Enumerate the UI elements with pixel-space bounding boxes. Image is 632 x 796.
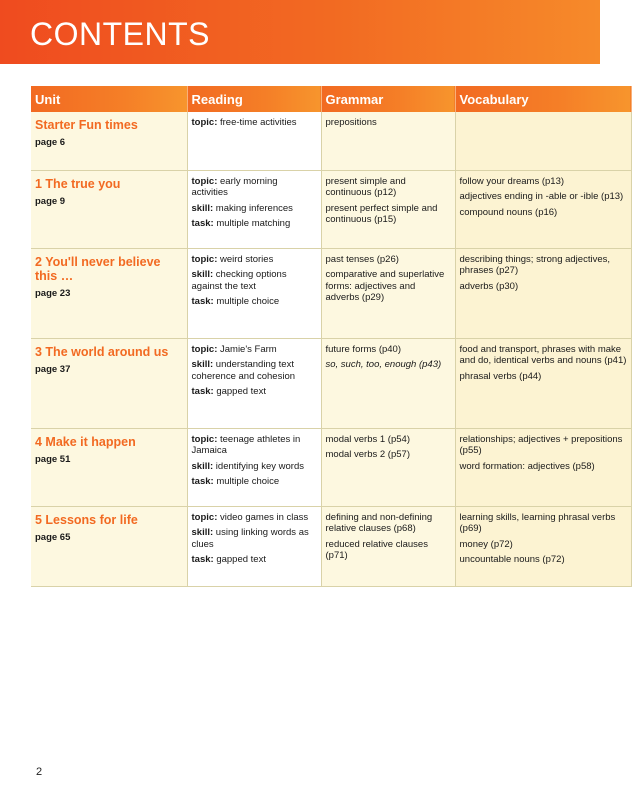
unit-cell bbox=[31, 428, 187, 506]
grammar-item: reduced relative clauses (p71) bbox=[325, 538, 428, 561]
vocabulary-item: money (p72) bbox=[459, 538, 513, 550]
reading-cell bbox=[187, 170, 321, 248]
unit-cell bbox=[31, 248, 187, 338]
vocabulary-item: food and transport, phrases with make and do, identical verbs and nouns (p41) bbox=[459, 343, 627, 366]
vocabulary-item: adverbs (p30) bbox=[459, 280, 519, 292]
vocabulary-cell bbox=[455, 338, 631, 428]
reading-task: task: gapped text bbox=[191, 554, 266, 565]
grammar-item: future forms (p40) bbox=[325, 343, 401, 355]
table-row bbox=[31, 338, 631, 428]
vocabulary-item: relationships; adjectives + prepositions (p55) bbox=[459, 433, 623, 456]
unit-title: 2 You'll never believe this … bbox=[35, 254, 161, 283]
reading-cell bbox=[187, 248, 321, 338]
reading-skill: skill: making inferences bbox=[191, 202, 293, 214]
table-row bbox=[31, 428, 631, 506]
reading-cell bbox=[187, 112, 321, 170]
vocabulary-item: describing things; strong adjectives, phrases (p27) bbox=[459, 253, 610, 276]
unit-title: Starter Fun times bbox=[35, 118, 138, 132]
vocabulary-item: uncountable nouns (p72) bbox=[459, 554, 565, 565]
reading-topic: topic: early morning activities bbox=[191, 175, 278, 198]
vocabulary-item: compound nouns (p16) bbox=[459, 206, 558, 218]
header-vocabulary: Vocabulary bbox=[455, 86, 631, 112]
vocabulary-item: phrasal verbs (p44) bbox=[459, 370, 542, 382]
unit-page: page 23 bbox=[35, 287, 71, 299]
reading-task: task: multiple choice bbox=[191, 296, 280, 307]
contents-table bbox=[31, 86, 632, 587]
header-reading: Reading bbox=[187, 86, 321, 112]
unit-cell bbox=[31, 112, 187, 170]
grammar-item: present simple and continuous (p12) bbox=[325, 175, 406, 198]
vocabulary-cell bbox=[455, 506, 631, 586]
grammar-item: modal verbs 1 (p54) bbox=[325, 433, 410, 445]
vocabulary-cell bbox=[455, 112, 631, 170]
vocabulary-cell bbox=[455, 428, 631, 506]
reading-cell bbox=[187, 338, 321, 428]
reading-task: task: gapped text bbox=[191, 386, 266, 397]
header-grammar: Grammar bbox=[321, 86, 455, 112]
unit-title: 3 The world around us bbox=[35, 344, 169, 359]
unit-title: 5 Lessons for life bbox=[35, 512, 138, 527]
grammar-item: past tenses (p26) bbox=[325, 253, 399, 265]
header-unit: Unit bbox=[31, 86, 187, 112]
unit-page: page 9 bbox=[35, 195, 66, 207]
unit-title: 1 The true you bbox=[35, 176, 121, 191]
reading-task: task: multiple choice bbox=[191, 476, 280, 487]
reading-topic: topic: weird stories bbox=[191, 253, 274, 265]
contents-banner bbox=[0, 0, 600, 64]
reading-skill: skill: understanding text coherence and cohesion bbox=[191, 359, 296, 382]
unit-page: page 51 bbox=[35, 453, 71, 465]
grammar-cell bbox=[321, 338, 455, 428]
table-row bbox=[31, 248, 631, 338]
reading-topic: topic: video games in class bbox=[191, 511, 309, 523]
vocabulary-item: follow your dreams (p13) bbox=[459, 175, 565, 187]
grammar-cell bbox=[321, 170, 455, 248]
reading-skill: skill: checking options against the text bbox=[191, 269, 287, 292]
reading-cell bbox=[187, 506, 321, 586]
reading-cell bbox=[187, 428, 321, 506]
vocabulary-item: learning skills, learning phrasal verbs (p69) bbox=[459, 511, 616, 534]
table-row bbox=[31, 506, 631, 586]
unit-title: 4 Make it happen bbox=[35, 434, 136, 449]
reading-topic: topic: teenage athletes in Jamaica bbox=[191, 433, 301, 456]
grammar-item: defining and non-defining relative clauses (p68) bbox=[325, 511, 433, 534]
reading-topic: topic: free-time activities bbox=[191, 117, 297, 128]
unit-cell bbox=[31, 170, 187, 248]
unit-page: page 65 bbox=[35, 531, 71, 543]
table-row bbox=[31, 112, 631, 170]
vocabulary-item: adjectives ending in -able or -ible (p13) bbox=[459, 191, 624, 202]
reading-task: task: multiple matching bbox=[191, 218, 291, 229]
grammar-item: so, such, too, enough (p43) bbox=[325, 359, 442, 370]
grammar-cell bbox=[321, 248, 455, 338]
vocabulary-cell bbox=[455, 170, 631, 248]
grammar-item: prepositions bbox=[325, 117, 377, 128]
unit-cell bbox=[31, 506, 187, 586]
grammar-item: comparative and superlative forms: adjectives and adverbs (p29) bbox=[325, 269, 445, 303]
grammar-item: present perfect simple and continuous (p15) bbox=[325, 202, 438, 225]
table-row bbox=[31, 170, 631, 248]
unit-cell bbox=[31, 338, 187, 428]
reading-topic: topic: Jamie's Farm bbox=[191, 343, 277, 355]
table-header-row bbox=[31, 86, 631, 112]
grammar-cell bbox=[321, 506, 455, 586]
unit-page: page 6 bbox=[35, 137, 66, 148]
page-title: CONTENTS bbox=[30, 16, 210, 52]
reading-skill: skill: identifying key words bbox=[191, 460, 304, 472]
grammar-cell bbox=[321, 428, 455, 506]
grammar-item: modal verbs 2 (p57) bbox=[325, 449, 410, 460]
vocabulary-item: word formation: adjectives (p58) bbox=[459, 460, 595, 472]
vocabulary-cell bbox=[455, 248, 631, 338]
page-number: 2 bbox=[36, 766, 43, 778]
grammar-cell bbox=[321, 112, 455, 170]
unit-page: page 37 bbox=[35, 363, 71, 375]
reading-skill: skill: using linking words as clues bbox=[191, 527, 309, 550]
